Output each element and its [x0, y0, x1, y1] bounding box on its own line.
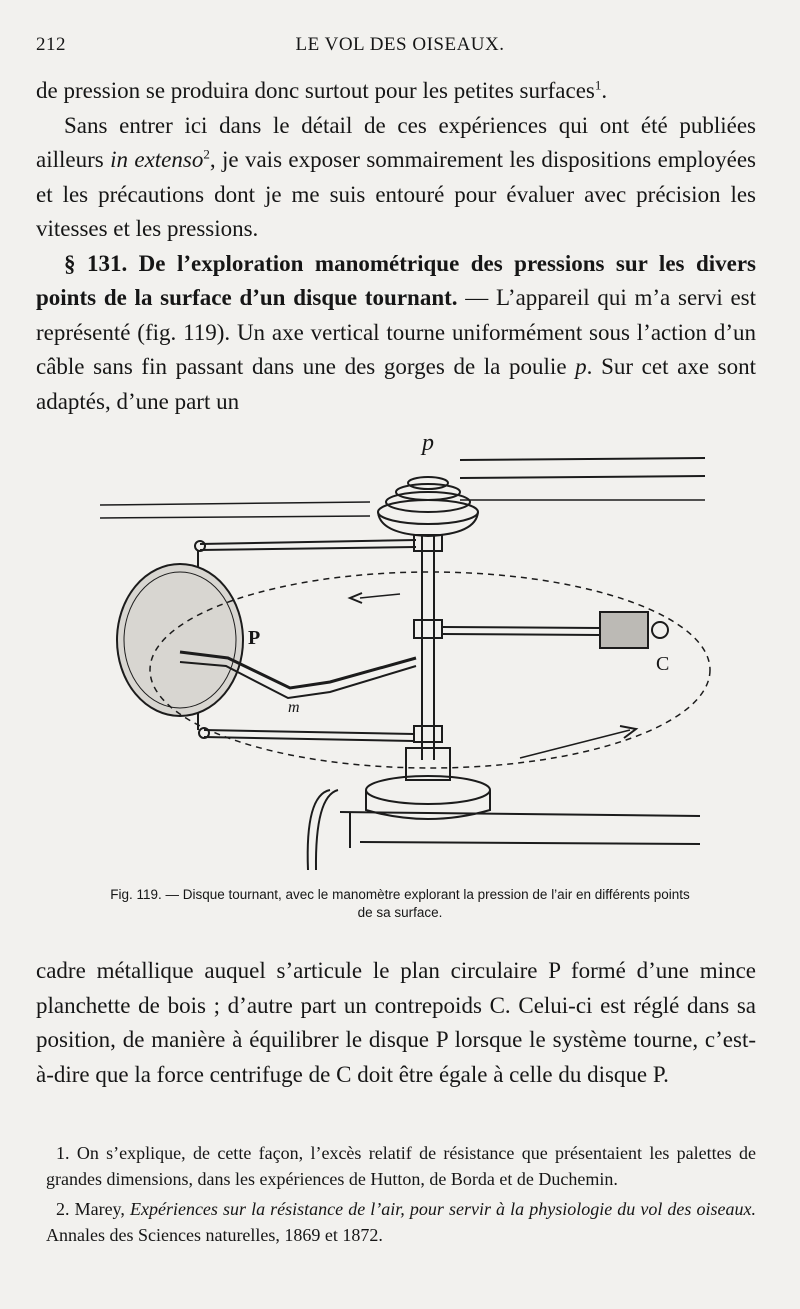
footnote-1: 1. On s’explique, de cette façon, l’excès relatif de résistance que présentaient les palettes de grandes dimensions, dans les expériences de Hutton, de Borda et de Duchemin. — [46, 1143, 756, 1189]
body-text-bottom — [36, 954, 756, 1092]
paragraph-frame: cadre métallique auquel s’articule le plan circulaire P formé d’une mince planchette de bois ; d’autre part un contrepoids C. Celui-ci est réglé dans sa position, de manière à équilibrer le disque P lorsque le système tourne, c’est-à-dire que la force centrifuge de C doit être égale à celle du disque P. — [36, 958, 756, 1087]
running-title: LE VOL DES OISEAUX. — [295, 34, 505, 55]
footnote-ref-1[interactable]: 1 — [594, 77, 602, 93]
figure-119-illustration — [100, 430, 740, 880]
footnote-ref-2[interactable]: 2 — [203, 146, 210, 162]
paragraph-continuation: de pression se produira donc surtout pour les petites surfaces$^1$. — [36, 77, 608, 103]
paragraph-experiments: Sans entrer ici dans le détail de ces expériences qui ont été publiées ailleurs in extenso$^2$, je vais exposer sommairement les dispositions employées et les précautions dont je me suis entouré pour évaluer avec précision les vitesses et les pressions. — [36, 112, 756, 241]
section-131: § 131. De l’exploration manométrique des pressions sur les divers points de la surface d’un disque tournant. — L’appareil qui m’a servi est représenté (fig. 119). Un axe vertical tourne uniformément sous l’action d’un câble sans fin passant dans une des gorges de la poulie p. Sur cet axe sont adaptés, d’une part un — [36, 250, 757, 414]
footnote-2: 2. Marey, Expériences sur la résistance de l’air, pour servir à la physiologie du vol des oiseaux. Annales des Sciences naturelles, 1869 et 1872. — [46, 1199, 756, 1245]
label-C: C — [656, 653, 670, 675]
page-number: 212 — [36, 34, 66, 55]
section-title: § 131. De l’exploration manométrique des pressions sur les divers points de la surface d’un disque tournant. — [36, 250, 756, 310]
label-P: P — [248, 627, 261, 649]
page-header — [36, 30, 764, 62]
label-m: m — [288, 699, 300, 716]
footnotes — [46, 1140, 756, 1252]
body-text-top — [36, 74, 756, 419]
label-p: p — [422, 430, 434, 456]
figure-caption: Fig. 119. — Disque tournant, avec le manomètre explorant la pression de l’air en différents points de sa surface. — [110, 887, 690, 920]
